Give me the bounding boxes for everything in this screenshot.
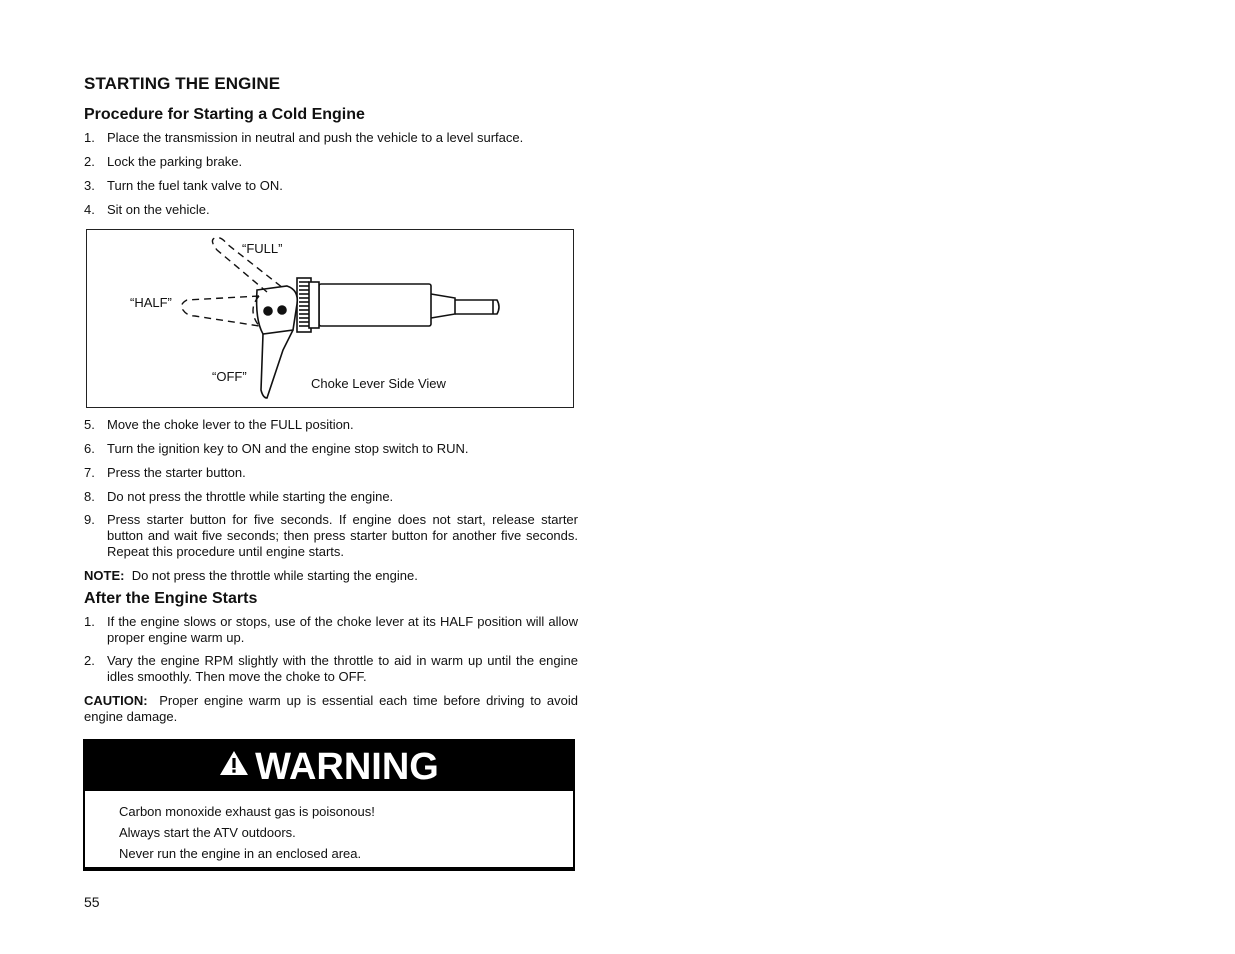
warning-box: [83, 739, 575, 871]
cold-start-steps-list-continued: [84, 417, 578, 560]
warning-triangle-icon: [219, 750, 249, 781]
label-half: “HALF”: [130, 295, 172, 310]
list-item: 2. Lock the parking brake.: [84, 154, 243, 169]
figure-caption: Choke Lever Side View: [311, 376, 446, 391]
warning-lines: [119, 801, 375, 864]
choke-lever-figure: [86, 229, 574, 408]
after-start-heading: After the Engine Starts: [84, 590, 258, 607]
warning-header: [85, 741, 573, 791]
warning-line: Never run the engine in an enclosed area.: [119, 846, 362, 861]
cold-start-heading: Procedure for Starting a Cold Engine: [84, 106, 365, 123]
note-label: NOTE:: [84, 568, 125, 583]
note: [84, 568, 578, 584]
list-item: 4. Sit on the vehicle.: [84, 202, 210, 217]
label-off: “OFF”: [212, 369, 247, 384]
after-start-steps-list: [84, 614, 578, 685]
label-full: “FULL”: [242, 241, 283, 256]
note-text: Do not press the throttle while starting the engine.: [131, 568, 418, 583]
page-number: 55: [84, 894, 100, 910]
caution-text: Proper engine warm up is essential each time before driving to avoid engine damage.: [84, 693, 578, 724]
list-item: 1. If the engine slows or stops, use of the choke lever at its HALF position will allow proper engine warm up.: [84, 614, 578, 645]
caution-label: CAUTION:: [84, 693, 148, 708]
list-item: 1. Place the transmission in neutral and push the vehicle to a level surface.: [84, 130, 524, 145]
list-item: 2. Vary the engine RPM slightly with the throttle to aid in warm up until the engine idles smoothly. Then move the choke to OFF.: [84, 653, 578, 684]
list-item: 6. Turn the ignition key to ON and the engine stop switch to RUN.: [84, 441, 469, 456]
list-item: 3. Turn the fuel tank valve to ON.: [84, 178, 283, 193]
warning-line: Carbon monoxide exhaust gas is poisonous!: [119, 804, 375, 819]
section-title: STARTING THE ENGINE: [84, 74, 281, 93]
warning-line: Always start the ATV outdoors.: [119, 825, 296, 840]
list-item: 7. Press the starter button.: [84, 465, 246, 480]
caution: [84, 693, 578, 725]
list-item: 9. Press starter button for five seconds. If engine does not start, release starter button and wait five seconds; then press starter button for another five seconds. Repeat this procedure until engine starts.: [84, 512, 578, 559]
list-item: 5. Move the choke lever to the FULL position.: [84, 417, 354, 432]
warning-title: WARNING: [255, 746, 439, 788]
list-item: 8. Do not press the throttle while starting the engine.: [84, 489, 394, 504]
cold-start-steps-list: [84, 130, 578, 218]
